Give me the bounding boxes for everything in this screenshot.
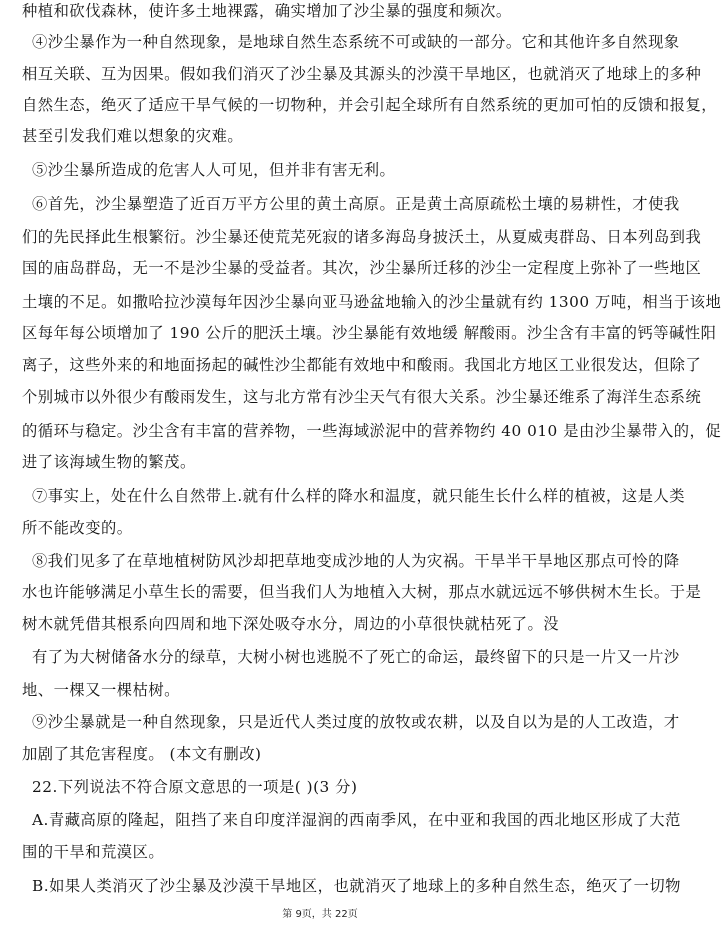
text-line: ⑦事实上，处在什么自然带上.就有什么样的降水和温度，就只能生长什么样的植被，这是人类 xyxy=(32,487,686,505)
option-b: B.如果人类消灭了沙尘暴及沙漠干旱地区，也就消灭了地球上的多种自然生态，绝灭了一切物 xyxy=(32,877,681,895)
text-line: 水也许能够满足小草生长的需要，但当我们人为地植入大树，那点水就远远不够供树木生长。于是 xyxy=(22,583,702,601)
text-line: 加剧了其危害程度。 (本文有删改) xyxy=(22,745,262,763)
option-a: A.青藏高原的隆起，阻挡了来自印度洋湿润的西南季风，在中亚和我国的西北地区形成了大范 xyxy=(32,811,681,829)
text-line: ⑤沙尘暴所造成的危害人人可见，但并非有害无利。 xyxy=(32,161,396,179)
text-line: 所不能改变的。 xyxy=(22,519,133,537)
text-line: 种植和砍伐森林，使许多土地裸露，确实增加了沙尘暴的强度和频次。 xyxy=(22,2,512,20)
text-line: ⑧我们见多了在草地植树防风沙却把草地变成沙地的人为灾祸。干旱半干旱地区那点可怜的降 xyxy=(32,552,680,570)
text-line: 们的先民择此生根繁衍。沙尘暴还使荒芜死寂的诸多海岛身披沃土，从夏威夷群岛、日本列岛到我 xyxy=(22,228,702,246)
text-line: 离子，这些外来的和地面扬起的碱性沙尘都能有效地中和酸雨。我国北方地区工业很发达，但除了 xyxy=(22,356,702,374)
text-line: 地、一棵又一棵枯树。 xyxy=(22,681,180,699)
text-line: ⑥首先，沙尘暴塑造了近百万平方公里的黄土高原。正是黄土高原疏松土壤的易耕性，才使我 xyxy=(32,195,680,213)
text-line: 树木就凭借其根系向四周和地下深处吸夺水分，周边的小草很快就枯死了。没 xyxy=(22,615,560,633)
page-number-footer: 第 9页，共 22页 xyxy=(282,909,358,920)
text-line: 进了该海域生物的繁茂。 xyxy=(22,453,196,471)
text-line: 土壤的不足。如撒哈拉沙漠每年因沙尘暴向亚马逊盆地输入的沙尘量就有约 1300 万吨，相当于该地 xyxy=(22,293,721,311)
option-a-continued: 围的干旱和荒漠区。 xyxy=(22,843,165,861)
text-line: 个别城市以外很少有酸雨发生，这与北方常有沙尘天气有很大关系。沙尘暴还维系了海洋生态系统 xyxy=(22,388,702,406)
text-line: 有了为大树储备水分的绿草，大树小树也逃脱不了死亡的命运，最终留下的只是一片又一片沙 xyxy=(32,648,680,666)
text-line: 甚至引发我们难以想象的灾难。 xyxy=(22,127,244,145)
text-line: 的循环与稳定。沙尘含有丰富的营养物，一些海域淤泥中的营养物约 40 010 是由沙尘暴带入的，促 xyxy=(22,422,721,440)
text-line: 自然生态，绝灭了适应干旱气候的一切物种，并会引起全球所有自然系统的更加可怕的反馈和报复， xyxy=(22,96,718,114)
text-line: 国的庙岛群岛，无一不是沙尘暴的受益者。其次，沙尘暴所迁移的沙尘一定程度上弥补了一些地区 xyxy=(22,259,702,277)
text-line: ④沙尘暴作为一种自然现象，是地球自然生态系统不可或缺的一部分。它和其他许多自然现象 xyxy=(32,33,680,51)
text-line: 区每年每公顷增加了 190 公斤的肥沃土壤。沙尘暴能有效地缓 解酸雨。沙尘含有丰富的钙等碱性阳 xyxy=(22,324,717,342)
text-line: 相互关联、互为因果。假如我们消灭了沙尘暴及其源头的沙漠干旱地区，也就消灭了地球上的多种 xyxy=(22,65,702,83)
question-stem: 22.下列说法不符合原文意思的一项是( )(3 分) xyxy=(32,778,358,796)
text-line: ⑨沙尘暴就是一种自然现象，只是近代人类过度的放牧或农耕，以及自以为是的人工改造，才 xyxy=(32,713,680,731)
